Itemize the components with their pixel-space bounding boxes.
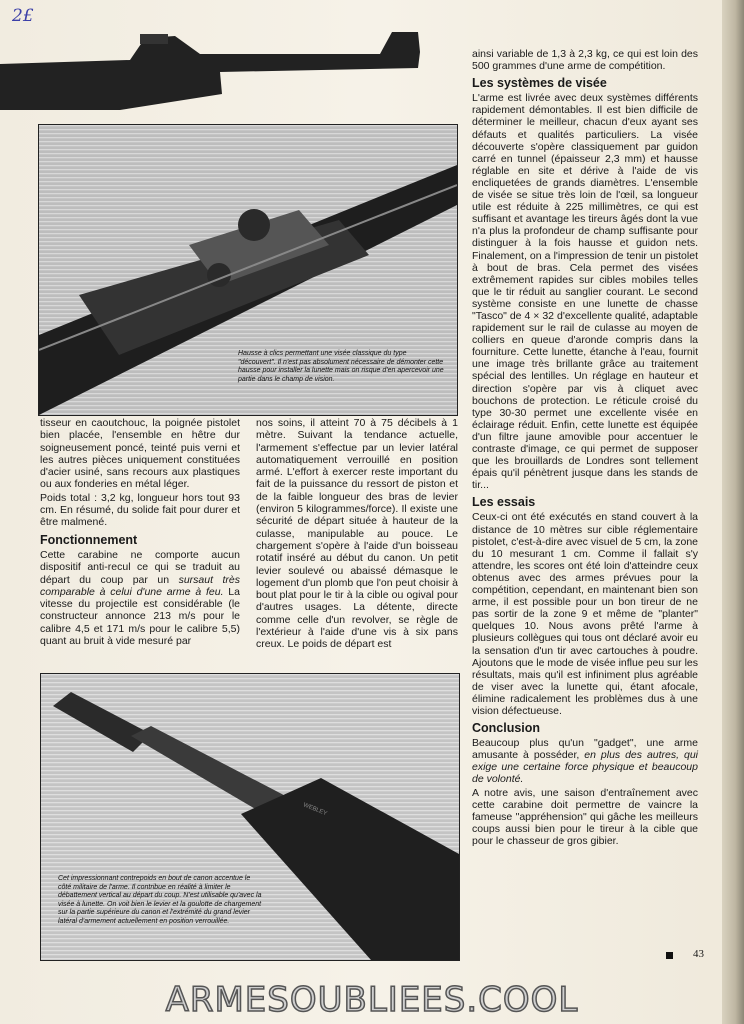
heading-systemes-visee: Les systèmes de visée bbox=[472, 76, 607, 91]
col3-paragraph: A notre avis, une saison d'entraînement avec cette carabine doit permettre de vaincre la fameuse "appréhension" qui gâche les meilleurs coups aussi bien pour le tireur à la cible que pour le chasseur de gros gibier. bbox=[472, 786, 698, 847]
col3-paragraph: ainsi variable de 1,3 à 2,3 kg, ce qui est loin des 500 grammes d'une arme de compétition. bbox=[472, 48, 698, 73]
col3-paragraph: L'arme est livrée avec deux systèmes différents rapidement démontables. Il est bien difficile de déterminer le meilleur, chacun d'eux ayant ses défauts et qualités particuliers. La visée découverte s'opère classiquement par guidon carré en tunnel (épaisseur 2,3 mm) et hausse réglable en site et dérive à l'aide de vis encliquetées de grands diamètres. L'ensemble de visée se situe très loin de l'œil, sa longueur utile est réduite à 225 millimètres, ce qui est suffisant et avantage les tireurs âgés dont la vue n'a plus la profondeur de champ suffisante pour distinguer à la fois hausse et guidon nets. Finalement, on a l'impression de tenir un pistolet à bout de bras. Cela permet des visées extrêmement rapides sur cibles mobiles telles que le tir réduit au sanglier courant. Le second système consiste en une lunette de chasse "Tasco" de 4 × 32 d'excellente qualité, adaptable rapidement sur le rail de culasse au moyen de colliers en queue d'aronde compris dans la fourniture. Cette lunette, étanche à l'eau, fournit une image très brillante grâce au traitement spécial des lentilles. Un réglage en hauteur et direction s'opère par vis à cliquet avec bouchons de protection. Le réticule croisé du type 30-30 permet une excellente visée en éclairage réduit. Enfin, cette lunette est équipée d'un filtre jaune amovible pour accentuer le contraste d'image, ce qui permet de supposer que les brouillards de Londres sont tellement épais qu'il pénètrent jusque dans les stands de tir... bbox=[472, 92, 698, 492]
rifle-silhouette-image bbox=[0, 24, 430, 116]
column-1 bbox=[40, 417, 240, 648]
caption-rear-sight: Hausse à clics permettant une visée classique du type "découvert". Il n'est pas absolument nécessaire de démonter cette hausse pour installer la lunette mais on risque d'en apercevoir une partie dans le champ de vision. bbox=[238, 350, 444, 383]
handwritten-annotation: 2£ bbox=[12, 6, 34, 26]
col3-paragraph: Beaucoup plus qu'un "gadget", une arme amusante à posséder, en plus des autres, qui exige une certaine force physique et beaucoup de volonté. bbox=[472, 737, 698, 786]
col1-paragraph: Cette carabine ne comporte aucun dispositif anti-recul ce qui se traduit au départ du coup par un sursaut très comparable à celui d'une arme à feu. La vitesse du projectile est considérable (le constructeur annonce 213 m/s pour le calibre 4,5 et 171 m/s pour le calibre 5,5) quant au bruit à vide mesuré par bbox=[40, 548, 240, 648]
watermark: ARMESOUBLIEES.COOL bbox=[165, 980, 579, 1020]
col2-paragraph: nos soins, il atteint 70 à 75 décibels à 1 mètre. Suivant la tendance actuelle, l'armement s'effectue par un levier latéral automatiquement verrouillé en position armé. L'effort à exercer reste important du fait de la puissance du ressort de piston et de la faible longueur des bras de levier (environ 5 kilogrammes/force). Il existe une sécurité de départ située à hauteur de la culasse, manipulable au pouce. Le chargement s'opère à l'aide d'un boisseau rotatif inséré au début du canon. Un petit levier soulevé ou abaissé démasque le logement d'un plomb que l'on peut choisir à bout plat pour le tir à la cible ou ogival pour d'autres usages. La détente, directe comme celle d'un revolver, se règle de l'extérieur à l'aide d'une vis à six pans creux. Le poids de départ est bbox=[256, 417, 458, 651]
end-mark bbox=[666, 952, 673, 959]
column-3 bbox=[472, 48, 698, 848]
heading-fonctionnement: Fonctionnement bbox=[40, 532, 138, 547]
rifle-marking: WEBLEY bbox=[302, 802, 328, 818]
col1-paragraph: Poids total : 3,2 kg, longueur hors tout 93 cm. En résumé, du solide fait pour durer et être malmené. bbox=[40, 491, 240, 529]
column-2 bbox=[256, 417, 458, 652]
page-edge bbox=[722, 0, 744, 1024]
page-number: 43 bbox=[693, 948, 704, 960]
heading-conclusion: Conclusion bbox=[472, 721, 541, 736]
col1-paragraph: tisseur en caoutchouc, la poignée pistolet bien placée, l'ensemble en hêtre dur soigneusement poncé, teinté puis verni et les autres pièces uniquement constituées d'acier usiné, sans recours aux plastiques ou aux fonderies en métal léger. bbox=[40, 417, 240, 491]
heading-essais: Les essais bbox=[472, 495, 536, 510]
col3-paragraph: Ceux-ci ont été exécutés en stand couvert à la distance de 10 mètres sur cible réglementaire pistolet, c'est-à-dire avec visuel de 5 cm, la zone du 10 mesurant 1 cm. Comme il fallait s'y attendre, les scores ont été loin d'atteindre ceux obtenus avec des armes prévues pour la compétition, cependant, en maintenant bien son arme, il est possible pour un bon tireur de ne pas sortir de la zone 9 et même de "planter" quelques 10. Nous avons prêté l'arme à plusieurs collègues qui tous ont déclaré avoir eu la sensation d'un tir avec cartouches à poudre. Ajoutons que le mode de visée influe peu sur les résultats, mais qu'il est infiniment plus agréable de viser avec la lunette qui, étant afocale, élimine radicalement les problèmes dus à une vision défectueuse. bbox=[472, 511, 698, 717]
caption-muzzle-weight: Cet impressionnant contrepoids en bout de canon accentue le côté militaire de l'arme. Il contribue en réalité à limiter le débattement vertical au départ du coup. N'est utilisable qu'avec la visée à lunette. On voit bien le levier et la goulotte de chargement sur la partie supérieure du canon et l'extrémité du grand levier latéral d'armement actuellement en position verrouillée. bbox=[58, 875, 262, 925]
